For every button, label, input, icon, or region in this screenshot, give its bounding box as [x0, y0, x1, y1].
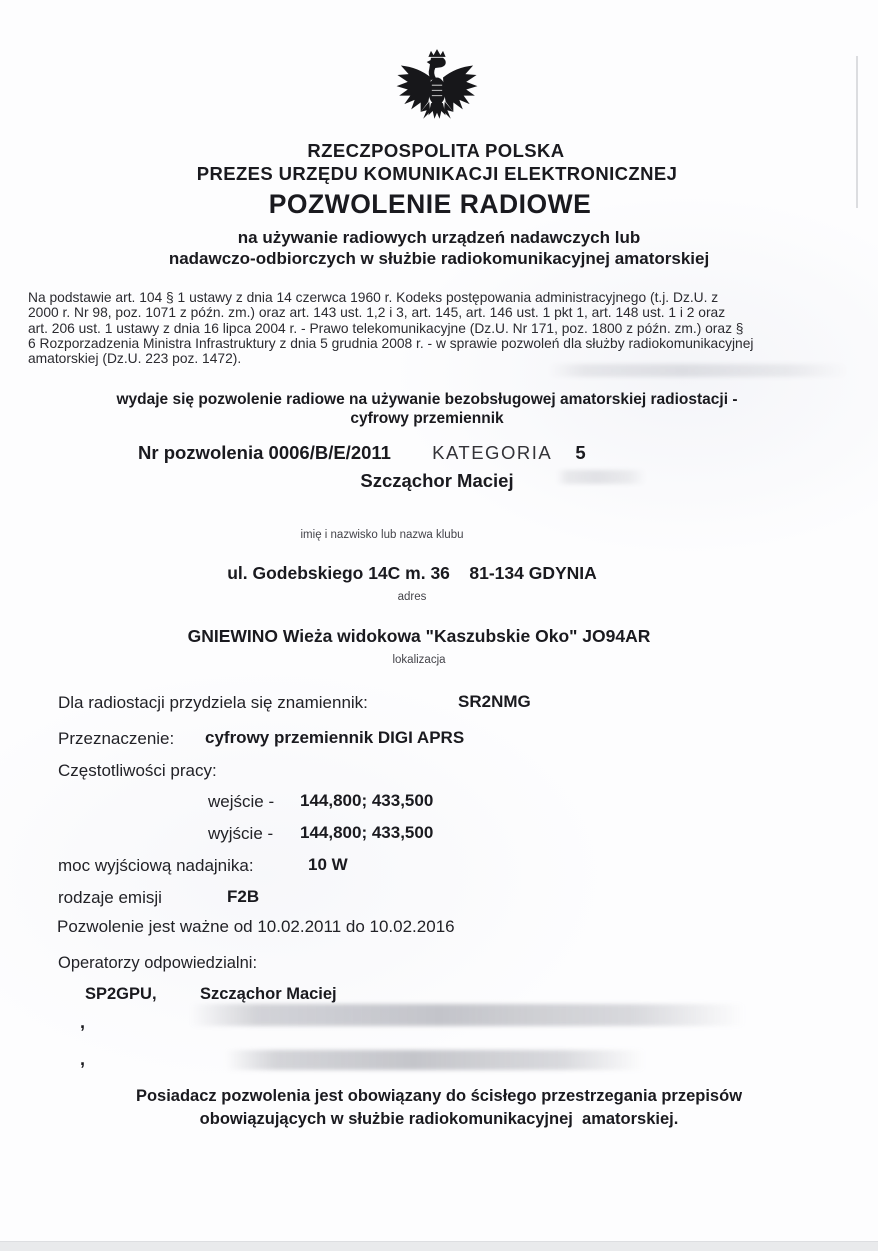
validity-text: Pozwolenie jest ważne od 10.02.2011 do 10.02.2016 [57, 917, 455, 936]
station-location: GNIEWINO Wieża widokowa "Kaszubskie Oko" JO94AR [187, 626, 651, 646]
operator-entry-comma: , [80, 1049, 86, 1069]
polish-eagle-emblem-icon [394, 48, 480, 138]
redacted-smudge [548, 364, 848, 377]
redacted-smudge [556, 470, 646, 484]
legal-basis-line: art. 206 ust. 1 ustawy z dnia 16 lipca 2004 r. - Prawo telekomunikacyjne (Dz.U. Nr 171, poz. 1800 z późn. zm.) oraz § [28, 320, 744, 336]
redacted-smudge [225, 1050, 645, 1070]
operator-entry-callsign: SP2GPU, [85, 985, 157, 1003]
document-title: POZWOLENIE RADIOWE [268, 189, 592, 219]
obligation-line2: obowiązujących w służbie radiokomunikacyjnej amatorskiej. [199, 1110, 679, 1128]
permit-number-row [138, 443, 586, 464]
legal-basis-line: 6 Rozporzadzenia Ministra Infrastruktury z dnia 5 grudnia 2008 r. - w sprawie pozwoleń dla służby radiokomunikacyjnej [28, 335, 754, 351]
category-label: KATEGORIA [432, 442, 553, 463]
operators-label: Operatorzy odpowiedzialni: [58, 954, 258, 972]
emission-value: F2B [227, 887, 260, 906]
operator-entry-name: Szcząchor Maciej [200, 985, 337, 1003]
legal-basis-line: amatorskiej (Dz.U. 223 poz. 1472). [28, 351, 242, 367]
holder-name: Szcząchor Maciej [360, 470, 514, 491]
input-frequency-label: wejście - [208, 792, 275, 811]
permit-number-label: Nr pozwolenia [138, 442, 264, 463]
power-value: 10 W [308, 855, 348, 874]
document-subtitle-line1: na używanie radiowych urządzeń nadawczych lub [237, 228, 641, 247]
holder-address: ul. Godebskiego 14C m. 36 81-134 GDYNIA [227, 563, 597, 583]
output-frequency-label: wyjście - [208, 824, 274, 843]
legal-basis-line: 2000 r. Nr 98, poz. 1071 z późn. zm.) oraz art. 143 ust. 1,2 i 3, art. 145, art. 146 ust. 1 pkt 1, art. 148 ust. 1 i 2 oraz [28, 305, 726, 321]
purpose-label: Przeznaczenie: [58, 729, 175, 748]
legal-basis-line: Na podstawie art. 104 § 1 ustawy z dnia 14 czerwca 1960 r. Kodeks postępowania administracyjnego (t.j. Dz.U. z [28, 290, 719, 305]
purpose-value: cyfrowy przemiennik DIGI APRS [205, 728, 465, 747]
legal-basis-paragraph [28, 290, 753, 366]
grant-statement-line2: cyfrowy przemiennik [350, 410, 504, 427]
redacted-smudge [190, 1004, 745, 1026]
callsign-label: Dla radiostacji przydziela się znamiennik: [58, 693, 368, 712]
scan-edge-artifact [856, 56, 858, 208]
emission-label: rodzaje emisji [58, 888, 162, 907]
operator-entry-comma: , [80, 1012, 86, 1032]
obligation-line1: Posiadacz pozwolenia jest obowiązany do ścisłego przestrzegania przepisów [135, 1087, 743, 1105]
document-subtitle-line2: nadawczo-odbiorczych w służbie radiokomunikacyjnej amatorskiej [168, 249, 710, 268]
category-value: 5 [575, 442, 586, 463]
authority-title: PREZES URZĘDU KOMUNIKACJI ELEKTRONICZNEJ [196, 163, 678, 184]
callsign-value: SR2NMG [458, 692, 531, 711]
power-label: moc wyjściową nadajnika: [58, 856, 254, 875]
input-frequency-value: 144,800; 433,500 [300, 791, 434, 810]
output-frequency-value: 144,800; 433,500 [300, 823, 434, 842]
frequencies-label: Częstotliwości pracy: [58, 761, 217, 780]
grant-statement-line1: wydaje się pozwolenie radiowe na używanie bezobsługowej amatorskiej radiostacji - [116, 391, 738, 408]
holder-address-caption: adres [397, 591, 427, 603]
holder-name-caption: imię i nazwisko lub nazwa klubu [300, 529, 464, 541]
station-location-caption: lokalizacja [392, 654, 446, 666]
scan-bottom-edge [0, 1241, 878, 1251]
country-title: RZECZPOSPOLITA POLSKA [307, 140, 565, 161]
permit-number-value: 0006/B/E/2011 [268, 442, 391, 463]
